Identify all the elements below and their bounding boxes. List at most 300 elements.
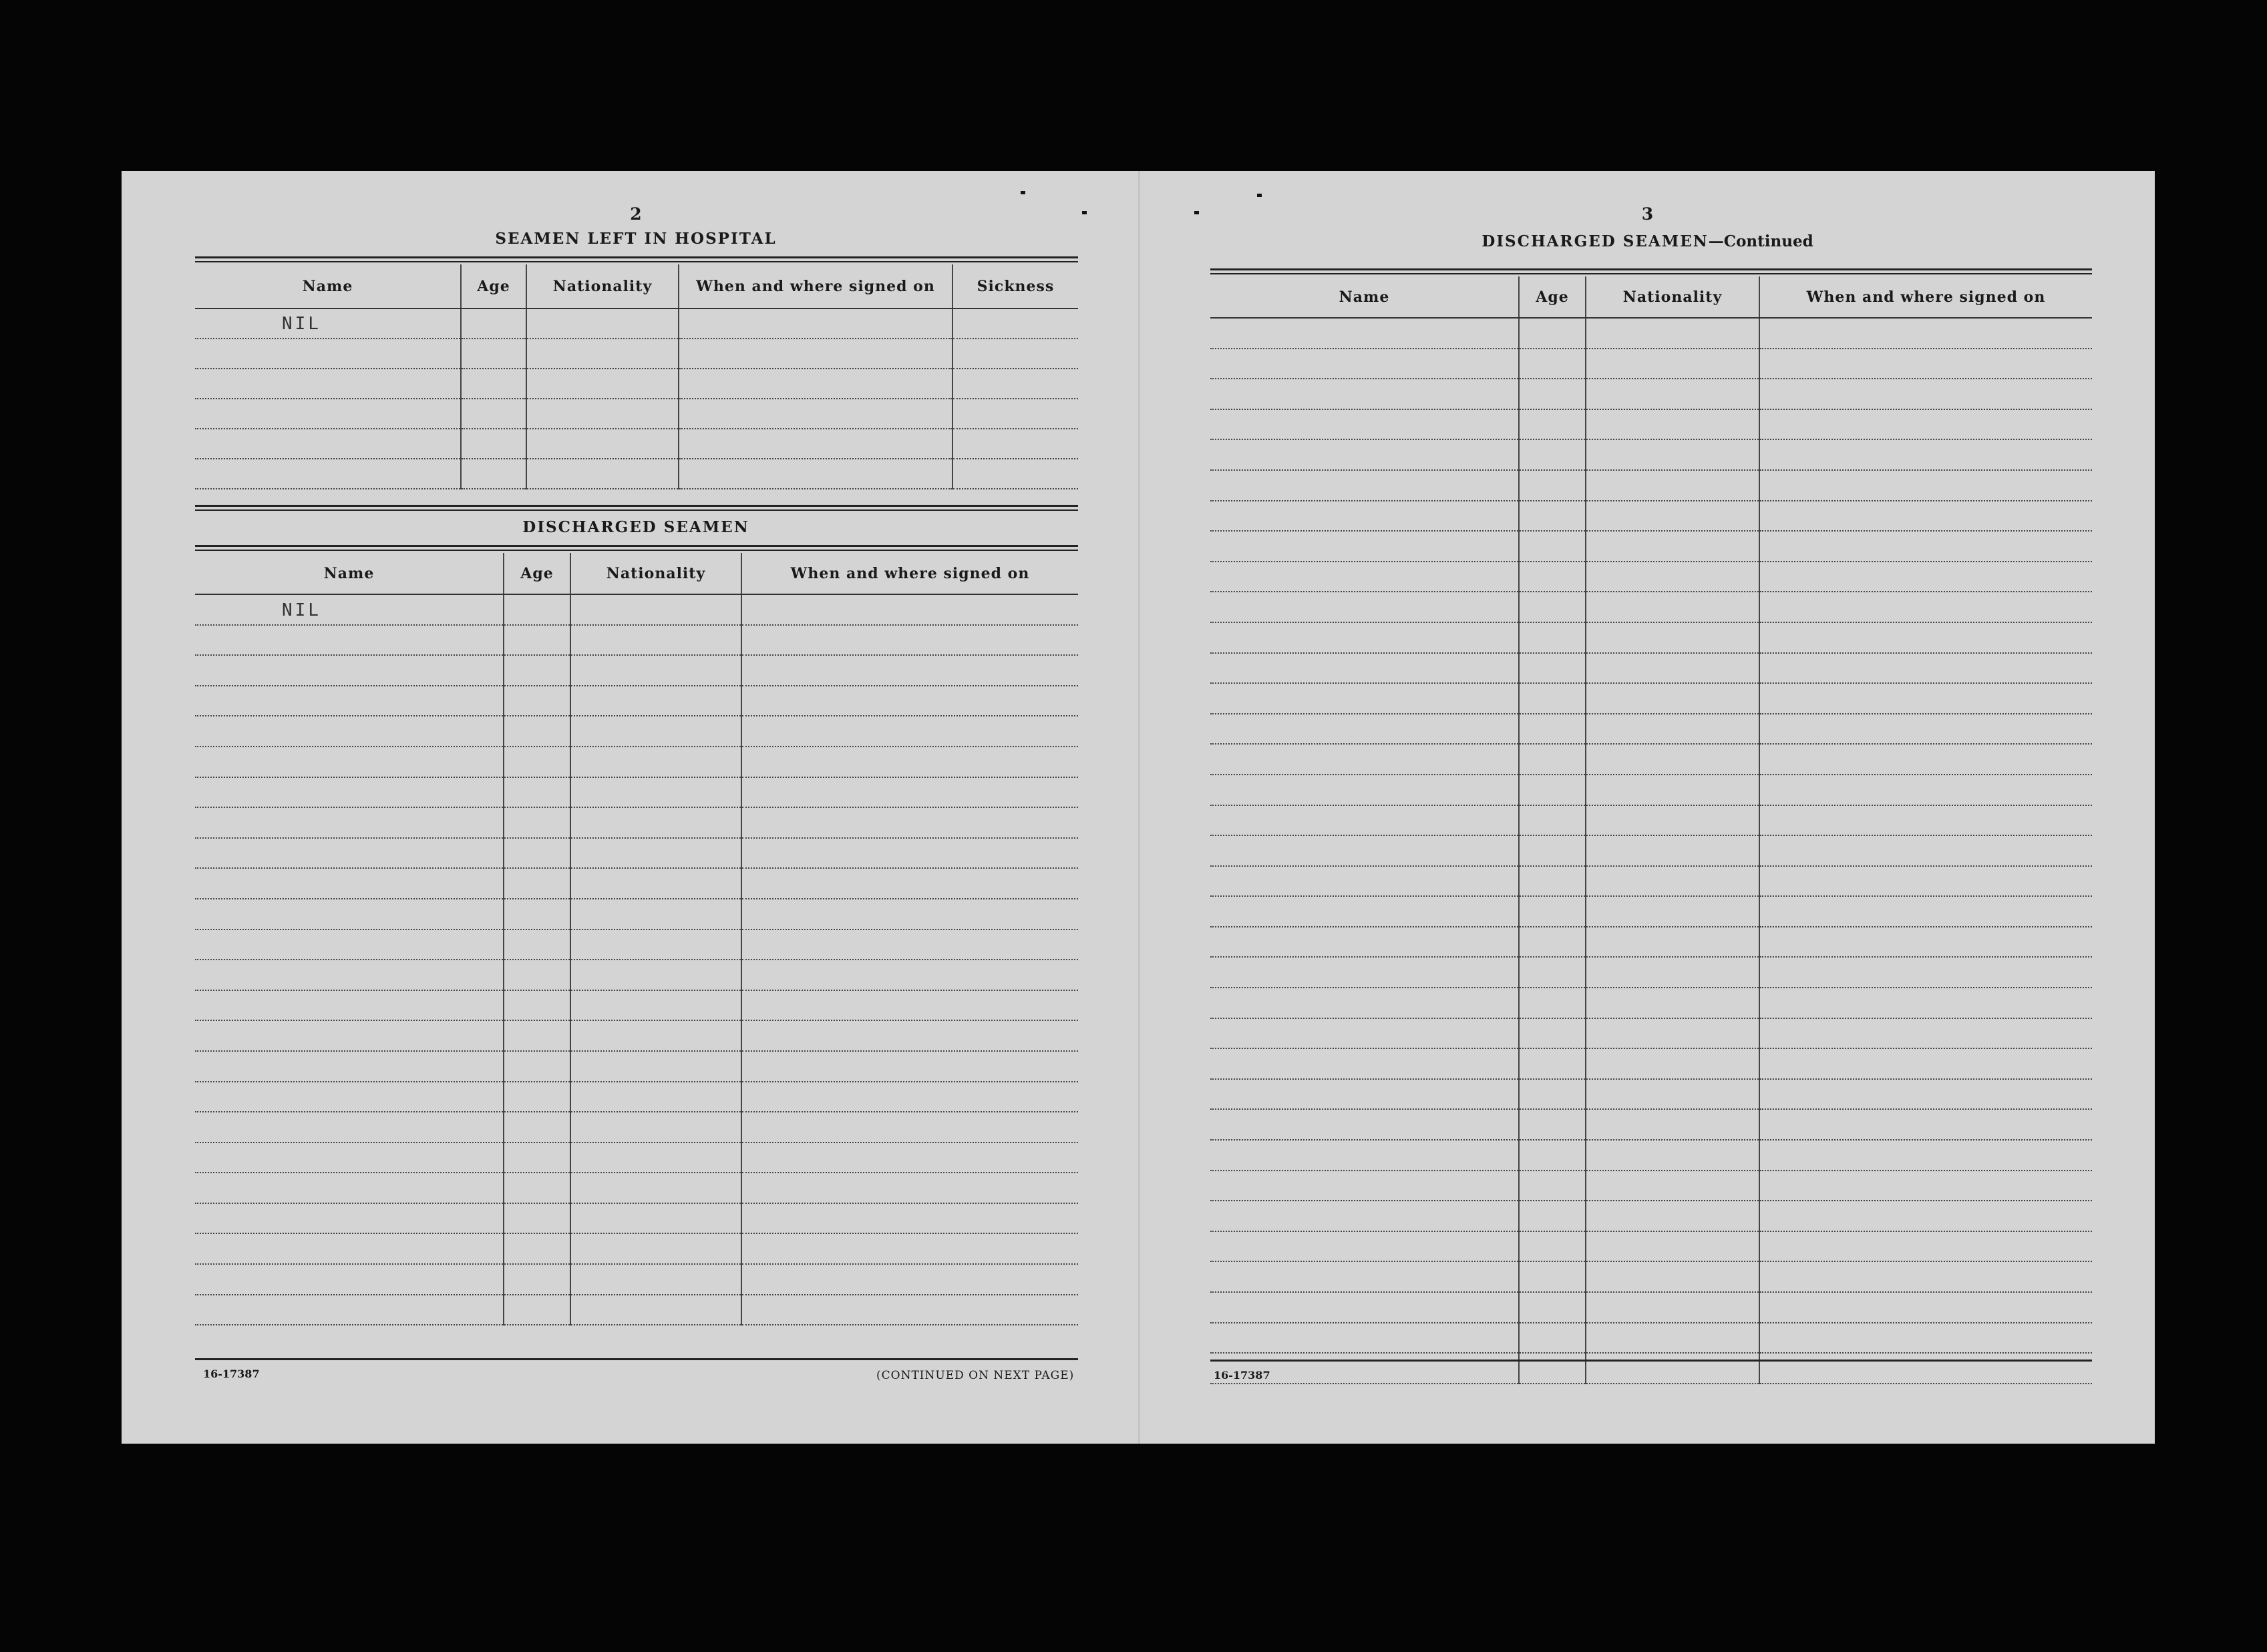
table-row bbox=[1210, 714, 2092, 745]
cell bbox=[504, 594, 570, 625]
table-row bbox=[195, 369, 1078, 399]
cell-name bbox=[195, 1233, 504, 1264]
cell bbox=[1519, 622, 1586, 653]
table-row bbox=[1210, 835, 2092, 866]
table-row bbox=[1210, 927, 2092, 958]
cell bbox=[1586, 1018, 1759, 1049]
cell bbox=[741, 1082, 1078, 1112]
cell bbox=[1519, 1353, 1586, 1384]
cell bbox=[1519, 1048, 1586, 1079]
cell-name bbox=[1210, 1171, 1519, 1201]
table-row bbox=[1210, 805, 2092, 836]
cell-name bbox=[195, 990, 504, 1021]
cell bbox=[504, 990, 570, 1021]
table-row bbox=[195, 1143, 1078, 1173]
cell bbox=[1759, 653, 2092, 684]
cell bbox=[570, 747, 741, 777]
cell-name bbox=[1210, 805, 1519, 836]
hospital-table-header bbox=[195, 264, 1078, 308]
table-row bbox=[1210, 349, 2092, 379]
cell-name bbox=[195, 1112, 504, 1143]
cell bbox=[1759, 562, 2092, 592]
cell bbox=[504, 1264, 570, 1295]
cell bbox=[504, 1143, 570, 1173]
cell-name bbox=[1210, 1261, 1519, 1292]
cell bbox=[461, 308, 526, 339]
hospital-table bbox=[195, 264, 1078, 489]
cell bbox=[504, 1082, 570, 1112]
discharged-continued-table bbox=[1210, 276, 2092, 1384]
cell bbox=[1586, 439, 1759, 470]
table-row bbox=[1210, 622, 2092, 653]
table-row bbox=[195, 459, 1078, 489]
table-row bbox=[1210, 1231, 2092, 1262]
section-title-discharged-continued bbox=[1140, 232, 2155, 250]
cell-name bbox=[1210, 866, 1519, 897]
table-row bbox=[1210, 866, 2092, 897]
cell bbox=[1519, 409, 1586, 440]
table-row bbox=[195, 1173, 1078, 1203]
cell bbox=[570, 1143, 741, 1173]
cell bbox=[570, 930, 741, 960]
cell bbox=[1519, 349, 1586, 379]
cell bbox=[1586, 470, 1759, 501]
cell-name bbox=[195, 1020, 504, 1051]
table-row bbox=[195, 899, 1078, 930]
cell-name bbox=[1210, 1048, 1519, 1079]
cell bbox=[526, 399, 679, 429]
table-row bbox=[1210, 531, 2092, 562]
cell-name bbox=[1210, 744, 1519, 775]
cell bbox=[1586, 562, 1759, 592]
cell bbox=[1759, 957, 2092, 988]
cell bbox=[1759, 409, 2092, 440]
cell bbox=[570, 1233, 741, 1264]
cell bbox=[741, 716, 1078, 747]
cell bbox=[1759, 866, 2092, 897]
cell-name bbox=[1210, 470, 1519, 501]
cell bbox=[504, 1051, 570, 1082]
table-row bbox=[1210, 683, 2092, 714]
cell bbox=[1519, 866, 1586, 897]
cell bbox=[952, 339, 1078, 369]
cell-name bbox=[195, 716, 504, 747]
scan-speck bbox=[1082, 211, 1087, 214]
cell bbox=[1519, 1140, 1586, 1171]
cell bbox=[1519, 501, 1586, 532]
cell bbox=[504, 899, 570, 930]
table-row bbox=[195, 747, 1078, 777]
cell-name bbox=[1210, 957, 1519, 988]
table-row bbox=[195, 1233, 1078, 1264]
cell bbox=[570, 1295, 741, 1325]
cell bbox=[1519, 318, 1586, 349]
cell bbox=[741, 990, 1078, 1021]
table-row bbox=[1210, 1201, 2092, 1231]
cell-name bbox=[1210, 927, 1519, 958]
cell-name bbox=[195, 899, 504, 930]
cell bbox=[1586, 1353, 1759, 1384]
cell bbox=[461, 429, 526, 459]
cell bbox=[461, 339, 526, 369]
table-row bbox=[1210, 439, 2092, 470]
cell-name bbox=[1210, 714, 1519, 745]
cell bbox=[504, 960, 570, 990]
cell-name bbox=[195, 369, 461, 399]
table-row bbox=[195, 308, 1078, 339]
double-rule bbox=[195, 505, 1078, 511]
cell bbox=[526, 459, 679, 489]
column-header-sickness: Sickness bbox=[952, 264, 1078, 308]
scan-speck bbox=[1257, 194, 1262, 197]
cell bbox=[741, 1020, 1078, 1051]
title-suffix: —Continued bbox=[1708, 232, 1813, 250]
cell-name bbox=[195, 1295, 504, 1325]
table-row bbox=[1210, 470, 2092, 501]
cell bbox=[679, 399, 952, 429]
cell-name bbox=[1210, 683, 1519, 714]
cell-name bbox=[1210, 1109, 1519, 1140]
cell bbox=[741, 1233, 1078, 1264]
cell bbox=[741, 777, 1078, 808]
cell-name bbox=[195, 1082, 504, 1112]
cell bbox=[570, 838, 741, 869]
cell bbox=[679, 459, 952, 489]
typed-entry: NIL bbox=[282, 314, 321, 334]
cell bbox=[741, 1051, 1078, 1082]
cell-name bbox=[195, 868, 504, 899]
table-row bbox=[195, 716, 1078, 747]
table-row bbox=[1210, 957, 2092, 988]
cell bbox=[504, 807, 570, 838]
cell bbox=[952, 429, 1078, 459]
table-row bbox=[1210, 1292, 2092, 1323]
cell bbox=[504, 777, 570, 808]
cell bbox=[1519, 379, 1586, 409]
cell-name bbox=[1210, 1231, 1519, 1262]
table-row bbox=[195, 339, 1078, 369]
cell bbox=[1759, 531, 2092, 562]
cell bbox=[1759, 927, 2092, 958]
cell bbox=[570, 594, 741, 625]
column-header-name: Name bbox=[195, 264, 461, 308]
cell bbox=[1759, 714, 2092, 745]
cell bbox=[1586, 1171, 1759, 1201]
table-row bbox=[1210, 1261, 2092, 1292]
cell bbox=[1759, 1018, 2092, 1049]
cell bbox=[741, 1295, 1078, 1325]
cell bbox=[570, 716, 741, 747]
cell bbox=[1586, 714, 1759, 745]
cell-name bbox=[1210, 501, 1519, 532]
table-row bbox=[195, 625, 1078, 656]
table-row bbox=[195, 777, 1078, 808]
cell bbox=[741, 960, 1078, 990]
cell-name bbox=[1210, 835, 1519, 866]
cell bbox=[570, 807, 741, 838]
cell bbox=[1519, 896, 1586, 927]
cell bbox=[1586, 318, 1759, 349]
form-number: 16-17387 bbox=[203, 1368, 260, 1380]
cell bbox=[1759, 318, 2092, 349]
column-header-nationality: Nationality bbox=[526, 264, 679, 308]
cell bbox=[741, 930, 1078, 960]
cell-name bbox=[195, 339, 461, 369]
discharged-table bbox=[195, 553, 1078, 1325]
table-row bbox=[1210, 379, 2092, 409]
cell bbox=[741, 1112, 1078, 1143]
table-row bbox=[1210, 1353, 2092, 1384]
table-row bbox=[1210, 409, 2092, 440]
cell-name bbox=[1210, 349, 1519, 379]
table-row bbox=[1210, 1323, 2092, 1354]
cell bbox=[1759, 1171, 2092, 1201]
cell bbox=[741, 1143, 1078, 1173]
cell bbox=[461, 459, 526, 489]
cell bbox=[741, 1264, 1078, 1295]
title-main: DISCHARGED SEAMEN bbox=[1481, 232, 1709, 250]
cell bbox=[1586, 683, 1759, 714]
section-title-hospital: SEAMEN LEFT IN HOSPITAL bbox=[495, 230, 777, 248]
cell-name bbox=[195, 960, 504, 990]
cell-name bbox=[195, 459, 461, 489]
cell bbox=[1759, 744, 2092, 775]
cell bbox=[1519, 1323, 1586, 1354]
column-header-age: Age bbox=[461, 264, 526, 308]
cell-name bbox=[1210, 379, 1519, 409]
cell-name bbox=[195, 1264, 504, 1295]
table-row bbox=[195, 594, 1078, 625]
cell bbox=[504, 1173, 570, 1203]
cell bbox=[1519, 439, 1586, 470]
cell bbox=[741, 594, 1078, 625]
cell bbox=[1586, 349, 1759, 379]
table-row bbox=[1210, 775, 2092, 805]
cell-name bbox=[1210, 1140, 1519, 1171]
cell bbox=[504, 716, 570, 747]
cell bbox=[1759, 1323, 2092, 1354]
cell bbox=[741, 655, 1078, 686]
right-page bbox=[1140, 171, 2155, 1444]
cell bbox=[570, 868, 741, 899]
bottom-rule bbox=[1210, 1360, 2092, 1362]
cell bbox=[1519, 1109, 1586, 1140]
cell bbox=[1519, 805, 1586, 836]
table-row bbox=[1210, 501, 2092, 532]
cell-name bbox=[195, 308, 461, 339]
cell bbox=[1759, 470, 2092, 501]
table-row bbox=[195, 429, 1078, 459]
double-rule bbox=[195, 256, 1078, 262]
column-header-name: Name bbox=[1210, 276, 1519, 318]
cell bbox=[741, 899, 1078, 930]
cell bbox=[679, 369, 952, 399]
cell bbox=[1586, 744, 1759, 775]
cell bbox=[570, 686, 741, 716]
discharged-table-header bbox=[195, 553, 1078, 594]
cell bbox=[1759, 1201, 2092, 1231]
continued-note: (CONTINUED ON NEXT PAGE) bbox=[876, 1369, 1075, 1382]
table-row bbox=[1210, 1171, 2092, 1201]
cell bbox=[679, 308, 952, 339]
cell bbox=[1759, 349, 2092, 379]
section-title-discharged: DISCHARGED SEAMEN bbox=[522, 518, 749, 536]
cell-name bbox=[195, 1143, 504, 1173]
cell-name bbox=[1210, 622, 1519, 653]
cell bbox=[1759, 1353, 2092, 1384]
cell bbox=[504, 930, 570, 960]
table-row bbox=[195, 868, 1078, 899]
cell bbox=[1759, 775, 2092, 805]
cell bbox=[526, 308, 679, 339]
cell bbox=[952, 399, 1078, 429]
cell bbox=[1759, 1292, 2092, 1323]
cell bbox=[1586, 775, 1759, 805]
cell bbox=[570, 777, 741, 808]
cell bbox=[1519, 1261, 1586, 1292]
cell-name bbox=[1210, 653, 1519, 684]
cell bbox=[1586, 1231, 1759, 1262]
table-row bbox=[1210, 1018, 2092, 1049]
cell-name bbox=[195, 1051, 504, 1082]
cell bbox=[570, 1173, 741, 1203]
cell-name bbox=[195, 807, 504, 838]
cell bbox=[1586, 1201, 1759, 1231]
cell bbox=[1759, 805, 2092, 836]
cell bbox=[1519, 1079, 1586, 1110]
cell bbox=[1759, 896, 2092, 927]
cell-name bbox=[1210, 1292, 1519, 1323]
cell bbox=[1586, 592, 1759, 622]
cell bbox=[570, 655, 741, 686]
table-row bbox=[195, 1020, 1078, 1051]
discharged-continued-header bbox=[1210, 276, 2092, 318]
cell bbox=[1759, 622, 2092, 653]
cell bbox=[741, 686, 1078, 716]
cell bbox=[1519, 1231, 1586, 1262]
scan-speck bbox=[1194, 211, 1199, 214]
table-row bbox=[1210, 744, 2092, 775]
cell bbox=[1586, 1323, 1759, 1354]
cell bbox=[741, 625, 1078, 656]
cell bbox=[504, 625, 570, 656]
cell bbox=[1519, 835, 1586, 866]
cell bbox=[526, 369, 679, 399]
cell bbox=[1759, 1140, 2092, 1171]
cell bbox=[1759, 683, 2092, 714]
table-row bbox=[195, 1264, 1078, 1295]
page-number: 2 bbox=[630, 204, 642, 224]
cell bbox=[461, 399, 526, 429]
cell bbox=[570, 1203, 741, 1234]
cell-name bbox=[1210, 531, 1519, 562]
cell bbox=[504, 868, 570, 899]
cell bbox=[1586, 1140, 1759, 1171]
cell bbox=[741, 838, 1078, 869]
cell bbox=[1586, 622, 1759, 653]
column-header-signed-on: When and where signed on bbox=[741, 553, 1078, 594]
table-row bbox=[195, 807, 1078, 838]
cell bbox=[1519, 1018, 1586, 1049]
cell bbox=[1519, 531, 1586, 562]
cell bbox=[1759, 592, 2092, 622]
cell-name bbox=[195, 930, 504, 960]
cell-name bbox=[195, 1203, 504, 1234]
column-header-signed-on: When and where signed on bbox=[1759, 276, 2092, 318]
table-row bbox=[1210, 1079, 2092, 1110]
cell bbox=[1586, 1109, 1759, 1140]
cell-name bbox=[195, 777, 504, 808]
cell bbox=[1519, 562, 1586, 592]
page-number: 3 bbox=[1641, 204, 1654, 224]
table-row bbox=[195, 1051, 1078, 1082]
cell bbox=[741, 1203, 1078, 1234]
cell bbox=[1759, 501, 2092, 532]
cell bbox=[1586, 379, 1759, 409]
cell bbox=[504, 1203, 570, 1234]
cell bbox=[1519, 592, 1586, 622]
cell-name bbox=[1210, 439, 1519, 470]
cell bbox=[1586, 988, 1759, 1018]
left-page bbox=[122, 171, 1140, 1444]
cell bbox=[1519, 744, 1586, 775]
table-row bbox=[195, 1112, 1078, 1143]
table-row bbox=[195, 990, 1078, 1021]
cell bbox=[679, 339, 952, 369]
cell bbox=[1519, 957, 1586, 988]
table-row bbox=[1210, 592, 2092, 622]
cell bbox=[741, 1173, 1078, 1203]
table-row bbox=[1210, 318, 2092, 349]
cell bbox=[504, 1295, 570, 1325]
table-row bbox=[195, 1082, 1078, 1112]
cell bbox=[1586, 1079, 1759, 1110]
cell bbox=[741, 807, 1078, 838]
cell bbox=[1759, 379, 2092, 409]
cell bbox=[461, 369, 526, 399]
cell bbox=[570, 1082, 741, 1112]
cell-name bbox=[195, 686, 504, 716]
cell bbox=[1586, 653, 1759, 684]
cell bbox=[504, 1020, 570, 1051]
cell bbox=[570, 1020, 741, 1051]
cell-name bbox=[1210, 988, 1519, 1018]
table-row bbox=[195, 655, 1078, 686]
cell-name bbox=[195, 625, 504, 656]
column-header-nationality: Nationality bbox=[570, 553, 741, 594]
cell bbox=[570, 899, 741, 930]
cell bbox=[1759, 1231, 2092, 1262]
table-row bbox=[1210, 988, 2092, 1018]
table-row bbox=[1210, 562, 2092, 592]
cell bbox=[741, 747, 1078, 777]
cell bbox=[1519, 1201, 1586, 1231]
cell-name bbox=[1210, 409, 1519, 440]
double-rule bbox=[1210, 268, 2092, 274]
table-row bbox=[1210, 1140, 2092, 1171]
cell bbox=[1759, 835, 2092, 866]
cell bbox=[952, 369, 1078, 399]
table-row bbox=[1210, 1048, 2092, 1079]
cell bbox=[570, 960, 741, 990]
cell-name bbox=[1210, 1018, 1519, 1049]
cell bbox=[1586, 805, 1759, 836]
bottom-rule bbox=[195, 1358, 1078, 1360]
column-header-nationality: Nationality bbox=[1586, 276, 1759, 318]
cell bbox=[504, 655, 570, 686]
cell bbox=[1759, 1079, 2092, 1110]
cell bbox=[526, 429, 679, 459]
